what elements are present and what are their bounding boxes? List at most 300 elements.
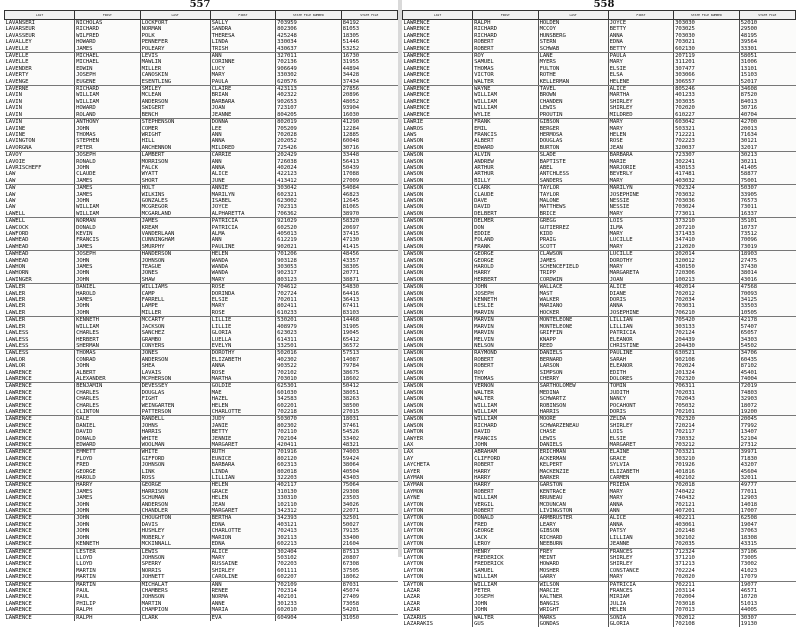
groom-last-cell: LAYTON: [403, 528, 473, 534]
bride-first-cell: ANNIE: [210, 185, 276, 192]
state-file-cell: 20045: [739, 416, 795, 423]
file-number-cell: 702223: [674, 138, 740, 144]
groom-last-cell: LAWRENCE: [5, 614, 75, 621]
bride-first-cell: MARY: [210, 72, 276, 78]
bride-first-cell: NESSIE: [608, 198, 674, 204]
groom-first-cell: HARRY: [473, 475, 539, 482]
groom-last-cell: LAWRENCE: [5, 588, 75, 594]
state-file-cell: 23503: [341, 495, 397, 501]
bride-first-cell: JUDY: [210, 416, 276, 423]
bride-first-cell: MARILYN: [210, 192, 276, 198]
bride-last-cell: DEVESSEY: [140, 383, 210, 390]
file-number-cell: 902021: [276, 244, 342, 251]
bride-first-cell: RUTH: [210, 449, 276, 456]
file-number-cell: 705420: [674, 317, 740, 324]
groom-first-cell: WILLIAM: [473, 495, 539, 501]
groom-last-cell: LAVRISCHEFF: [5, 165, 75, 171]
state-file-cell: 29308: [341, 489, 397, 495]
groom-last-cell: LAWRENCE: [5, 442, 75, 449]
bride-last-cell: HILL: [140, 138, 210, 144]
table-row: [403, 475, 796, 482]
file-number-cell: 702136: [276, 59, 342, 65]
file-number-cell: 703036: [674, 198, 740, 204]
bride-first-cell: SHIRLEY: [210, 568, 276, 574]
bride-last-cell: HOLDEN: [538, 20, 608, 27]
bride-last-cell: WOOLMAN: [140, 442, 210, 449]
bride-first-cell: ROSE: [210, 370, 276, 376]
groom-last-cell: LAWSON: [403, 396, 473, 402]
table-row: [5, 317, 398, 324]
file-number-cell: 311201: [674, 59, 740, 65]
bride-last-cell: ANCHENNON: [140, 145, 210, 152]
state-file-cell: 20697: [341, 225, 397, 231]
groom-first-cell: JAMES: [75, 178, 141, 185]
file-number-cell: 802019: [276, 119, 342, 126]
state-file-cell: 58051: [739, 53, 795, 60]
file-number-cell: 701916: [276, 449, 342, 456]
file-number-cell: 602207: [276, 574, 342, 581]
table-row: [5, 383, 398, 390]
groom-first-cell: ANTHONY: [75, 119, 141, 126]
groom-last-cell: LAWSON: [403, 343, 473, 350]
groom-first-cell: SAMUEL: [473, 568, 539, 574]
bride-first-cell: ELSIE: [608, 66, 674, 72]
file-number-cell: 302404: [276, 548, 342, 555]
table-row: [5, 409, 398, 416]
groom-last-cell: LAYTON: [403, 561, 473, 567]
groom-first-cell: JOHN: [75, 528, 141, 534]
bride-last-cell: BROWN: [538, 92, 608, 98]
file-number-cell: 726038: [276, 159, 342, 165]
file-number-cell: 430637: [276, 46, 342, 53]
groom-last-cell: LAWINGER: [5, 277, 75, 284]
table-row: [5, 79, 398, 86]
groom-last-cell: LAWSON: [403, 423, 473, 429]
groom-last-cell: LAWSON: [403, 357, 473, 363]
bride-last-cell: KREAM: [140, 225, 210, 231]
bride-first-cell: SHIRLEY: [608, 423, 674, 429]
bride-first-cell: HAZEL: [210, 396, 276, 402]
state-file-cell: 13407: [739, 429, 795, 435]
file-number-cell: 303035: [674, 99, 740, 105]
groom-first-cell: ANDREW: [473, 159, 539, 165]
groom-first-cell: GEORGE: [473, 528, 539, 534]
groom-first-cell: FOLAND: [473, 237, 539, 243]
bride-last-cell: DOUGLAS: [140, 390, 210, 396]
groom-first-cell: THOMAS: [473, 66, 539, 72]
state-file-cell: 37063: [739, 528, 795, 534]
groom-last-cell: LAWRENCE: [5, 449, 75, 456]
file-number-cell: 102110: [276, 502, 342, 508]
groom-first-cell: NORMAN: [75, 218, 141, 225]
bride-first-cell: WANDA: [210, 264, 276, 270]
groom-last-cell: LAVARSEUR: [5, 26, 75, 32]
groom-first-cell: FRANK: [473, 244, 539, 251]
groom-first-cell: SHERMAN: [75, 343, 141, 350]
state-file-cell: 39971: [739, 449, 795, 456]
bride-last-cell: MILLER: [140, 66, 210, 72]
bride-first-cell: SONIA: [608, 614, 674, 621]
bride-last-cell: MCKINNALL: [140, 541, 210, 548]
state-file-cell: 45604: [739, 469, 795, 475]
bride-last-cell: LOCKFORT: [140, 20, 210, 27]
file-number-cell: 702314: [276, 588, 342, 594]
bride-first-cell: MARTHA: [210, 376, 276, 383]
groom-first-cell: ABRAHAM: [473, 449, 539, 456]
groom-first-cell: ALBERT: [75, 370, 141, 376]
groom-first-cell: JOHN: [75, 303, 141, 309]
groom-first-cell: GEORGE: [473, 251, 539, 258]
file-number-cell: 332501: [276, 343, 342, 350]
bride-first-cell: JEANNE: [210, 112, 276, 119]
table-row: [403, 515, 796, 522]
bride-first-cell: HELEN: [608, 132, 674, 138]
groom-first-cell: JAMES: [75, 297, 141, 303]
groom-first-cell: FRANCIS: [473, 436, 539, 442]
bride-first-cell: LILLIAN: [210, 475, 276, 482]
file-number-cell: 802306: [276, 26, 342, 32]
header-bride-first: FIRST: [608, 11, 674, 20]
file-number-cell: 702024: [674, 363, 740, 369]
state-file-cell: 43016: [739, 277, 795, 284]
groom-first-cell: WILLIAM: [75, 99, 141, 105]
bride-first-cell: LILLIAN: [608, 317, 674, 324]
groom-first-cell: NICHOLAS: [75, 20, 141, 27]
groom-last-cell: LAZAR: [403, 588, 473, 594]
state-file-cell: 32011: [739, 475, 795, 482]
bride-last-cell: CORDWIN: [538, 277, 608, 284]
bride-first-cell: SHIRLEY: [608, 555, 674, 561]
bride-first-cell: JOSEPHINE: [608, 310, 674, 317]
header-groom-last: LAST: [403, 11, 473, 20]
bride-first-cell: DORIS: [608, 297, 674, 303]
bride-first-cell: SYLVIA: [608, 462, 674, 468]
file-number-cell: 702211: [674, 581, 740, 588]
groom-first-cell: CHARLES: [75, 403, 141, 409]
state-file-cell: 52104: [739, 436, 795, 442]
file-number-cell: 330310: [276, 495, 342, 501]
bride-last-cell: KIDD: [538, 231, 608, 237]
file-number-cell: 100213: [674, 277, 740, 284]
file-number-cell: 712221: [674, 132, 740, 138]
bride-last-cell: GARRY: [538, 574, 608, 581]
state-file-cell: 37461: [341, 423, 397, 429]
state-file-cell: 48456: [341, 251, 397, 258]
groom-last-cell: LAWCOCK: [5, 225, 75, 231]
file-number-cell: 720214: [674, 423, 740, 429]
groom-first-cell: JOHN: [473, 607, 539, 614]
groom-first-cell: FRANCIS: [75, 237, 141, 243]
bride-first-cell: JANIE: [210, 423, 276, 429]
state-file-cell: 34428: [341, 72, 397, 78]
file-number-cell: 720306: [674, 270, 740, 276]
groom-first-cell: ROLAND: [75, 112, 141, 119]
table-row: [5, 46, 398, 53]
state-file-cell: 48052: [341, 99, 397, 105]
state-file-cell: 30307: [739, 614, 795, 621]
bride-last-cell: GRAMBO: [140, 337, 210, 343]
groom-first-cell: ROBERT: [473, 489, 539, 495]
groom-last-cell: LAYTON: [403, 568, 473, 574]
groom-last-cell: LAW: [5, 171, 75, 177]
bride-last-cell: TAYLOR: [538, 192, 608, 198]
file-number-cell: 702724: [276, 291, 342, 297]
groom-last-cell: LAWRENCE: [5, 574, 75, 581]
groom-first-cell: PAUL: [75, 588, 141, 594]
file-number-cell: 310130: [276, 489, 342, 495]
groom-last-cell: LAWSON: [403, 244, 473, 251]
groom-last-cell: LAWSON: [403, 297, 473, 303]
table-row: [5, 20, 398, 27]
file-number-cell: 302102: [674, 535, 740, 541]
bride-first-cell: LUCILLE: [608, 237, 674, 243]
state-file-cell: 33503: [739, 303, 795, 309]
bride-first-cell: ZELDA: [608, 416, 674, 423]
groom-first-cell: RALPH: [473, 20, 539, 27]
bride-first-cell: ELIZABETH: [210, 357, 276, 363]
groom-first-cell: HARRY: [473, 469, 539, 475]
groom-last-cell: LAWLER: [5, 284, 75, 291]
groom-first-cell: ALEXANDER: [75, 376, 141, 383]
groom-first-cell: JAMES: [75, 264, 141, 270]
bride-first-cell: MARIA: [210, 607, 276, 614]
state-file-cell: 65057: [739, 330, 795, 336]
state-file-cell: 43315: [739, 541, 795, 548]
bride-last-cell: BARKER: [538, 475, 608, 482]
bride-first-cell: BETTY: [608, 46, 674, 53]
state-file-cell: 83103: [341, 310, 397, 317]
file-number-cell: 702224: [674, 568, 740, 574]
state-file-cell: 27009: [341, 178, 397, 185]
bride-first-cell: ELAINE: [608, 449, 674, 456]
groom-last-cell: LAWSON: [403, 270, 473, 276]
state-file-cell: 31955: [341, 59, 397, 65]
bride-first-cell: ROSE: [210, 284, 276, 291]
file-number-cell: 330302: [276, 72, 342, 78]
state-file-cell: 76573: [739, 198, 795, 204]
file-number-cell: 342393: [276, 515, 342, 522]
bride-first-cell: DIANE: [608, 291, 674, 297]
groom-first-cell: FRANK: [473, 119, 539, 126]
bride-first-cell: EVELYN: [210, 343, 276, 350]
bride-first-cell: MARGARET: [608, 442, 674, 449]
file-number-cell: 712324: [674, 548, 740, 555]
file-number-cell: 610233: [276, 310, 342, 317]
bride-first-cell: POCAHONT: [608, 403, 674, 409]
groom-last-cell: LAWLOR: [5, 363, 75, 369]
state-file-cell: 19130: [739, 621, 795, 627]
groom-first-cell: LEROY: [473, 541, 539, 548]
table-row: [403, 178, 796, 185]
file-number-cell: 204430: [674, 343, 740, 350]
bride-last-cell: GONZALES: [140, 198, 210, 204]
file-number-cell: 702124: [674, 330, 740, 336]
state-file-cell: 16730: [341, 53, 397, 60]
bride-last-cell: JONES: [140, 350, 210, 357]
bride-first-cell: ISABEL: [210, 198, 276, 204]
bride-last-cell: SCHUMAN: [140, 495, 210, 501]
bride-last-cell: PRAIG: [538, 237, 608, 243]
groom-last-cell: LAWSON: [403, 390, 473, 396]
file-number-cell: 702413: [276, 528, 342, 534]
state-file-cell: 50412: [341, 383, 397, 390]
file-number-cell: 430153: [674, 165, 740, 171]
bride-first-cell: MARTHA: [608, 92, 674, 98]
groom-first-cell: CLIFFORD: [473, 456, 539, 462]
table-row: [403, 251, 796, 258]
state-file-cell: 38064: [341, 462, 397, 468]
state-file-cell: 38051: [341, 390, 397, 396]
header-state-file: STATE FILE: [739, 11, 795, 20]
groom-last-cell: LAWRENCE: [5, 409, 75, 416]
bride-first-cell: LILLIE: [210, 317, 276, 324]
header-file-number: STATE FILE NUMBER: [674, 11, 740, 20]
groom-last-cell: LAWHON: [5, 264, 75, 270]
state-file-cell: 38675: [341, 370, 397, 376]
bride-first-cell: HELENE: [608, 79, 674, 86]
groom-last-cell: LAW: [5, 198, 75, 204]
bride-first-cell: ROSE: [608, 138, 674, 144]
bride-last-cell: GIBSON: [538, 119, 608, 126]
groom-first-cell: DONALD: [75, 436, 141, 442]
file-number-cell: 706311: [674, 383, 740, 390]
groom-last-cell: LAWRENCE: [403, 112, 473, 119]
groom-last-cell: LAW: [5, 204, 75, 210]
groom-last-cell: LAWRENCE: [5, 508, 75, 515]
groom-last-cell: LAWRENCE: [403, 33, 473, 39]
groom-last-cell: LAYTON: [403, 548, 473, 555]
bride-last-cell: JAMES: [538, 258, 608, 264]
groom-first-cell: GEORGE: [75, 469, 141, 475]
table-row: [403, 614, 796, 621]
bride-last-cell: MOORE: [538, 416, 608, 423]
groom-last-cell: LAY: [403, 456, 473, 462]
state-file-cell: 59424: [341, 456, 397, 462]
file-number-cell: 207119: [674, 53, 740, 60]
file-number-cell: 614311: [276, 337, 342, 343]
bride-first-cell: ELIZABETH: [608, 469, 674, 475]
groom-last-cell: LAWLESS: [5, 350, 75, 357]
state-file-cell: 37415: [341, 231, 397, 237]
bride-first-cell: MARY: [608, 264, 674, 270]
groom-first-cell: MICHAEL: [75, 53, 141, 60]
bride-last-cell: GONDAS: [538, 621, 608, 627]
file-number-cell: 703032: [674, 192, 740, 198]
groom-last-cell: LAWSON: [403, 211, 473, 218]
state-file-cell: 52010: [739, 20, 795, 27]
groom-last-cell: LAZARUS: [403, 614, 473, 621]
file-number-cell: 906649: [276, 66, 342, 72]
groom-last-cell: LAWRENCE: [5, 383, 75, 390]
groom-first-cell: JACK: [473, 535, 539, 541]
groom-last-cell: LAYMON: [403, 489, 473, 495]
bride-last-cell: BERNARD: [538, 357, 608, 363]
state-file-cell: 18305: [341, 33, 397, 39]
state-file-cell: 30213: [739, 152, 795, 159]
bride-last-cell: KELPERT: [538, 462, 608, 468]
bride-last-cell: SCHWARZENEAU: [538, 423, 608, 429]
groom-last-cell: LAWSON: [403, 192, 473, 198]
groom-last-cell: LAYTON: [403, 555, 473, 561]
bride-first-cell: EDNA: [210, 522, 276, 528]
bride-first-cell: HELEN: [210, 251, 276, 258]
table-row: [5, 119, 398, 126]
groom-first-cell: RICHARD: [75, 26, 141, 32]
file-number-cell: 602201: [276, 403, 342, 409]
groom-first-cell: VICTOR: [473, 72, 539, 78]
state-file-cell: 40504: [341, 469, 397, 475]
bride-last-cell: FIGHT: [140, 396, 210, 402]
groom-first-cell: DELBERT: [473, 211, 539, 218]
table-row: [5, 178, 398, 185]
groom-first-cell: ROBERT: [473, 357, 539, 363]
state-file-cell: 57407: [739, 324, 795, 330]
bride-last-cell: CUNNINGHAM: [140, 237, 210, 243]
groom-last-cell: LAVENGE: [5, 79, 75, 86]
groom-first-cell: WILLIAM: [75, 211, 141, 218]
bride-last-cell: FARRELL: [140, 297, 210, 303]
file-number-cell: 903128: [276, 258, 342, 264]
bride-last-cell: MARIANO: [538, 303, 608, 309]
groom-first-cell: THOMAS: [75, 132, 141, 138]
groom-first-cell: JOHN: [75, 515, 141, 522]
table-row: [403, 112, 796, 119]
bride-last-cell: LAMPE: [140, 303, 210, 309]
bride-last-cell: SMILEY: [140, 86, 210, 93]
groom-first-cell: KENNETH: [75, 541, 141, 548]
groom-first-cell: HENRY: [473, 548, 539, 555]
groom-last-cell: LAYTON: [403, 522, 473, 528]
file-number-cell: 403032: [674, 178, 740, 185]
groom-last-cell: LAWRENCE: [5, 423, 75, 429]
groom-first-cell: HERBERT: [75, 337, 141, 343]
header-bride-first: FIRST: [210, 11, 276, 20]
groom-last-cell: LAWLER: [5, 324, 75, 330]
state-file-cell: 12903: [739, 495, 795, 501]
bride-first-cell: LINDA: [210, 39, 276, 45]
table-row: [5, 376, 398, 383]
bride-last-cell: GIBSON: [538, 528, 608, 534]
file-number-cell: 322203: [276, 475, 342, 482]
groom-last-cell: LAWRENCE: [5, 416, 75, 423]
table-row: [5, 251, 398, 258]
groom-last-cell: LAWRENCE: [5, 482, 75, 489]
state-file-cell: 64416: [341, 291, 397, 297]
bride-first-cell: NANCY: [608, 396, 674, 402]
bride-first-cell: GOLDIE: [210, 383, 276, 390]
file-number-cell: 740422: [674, 489, 740, 495]
state-file-cell: 17079: [739, 574, 795, 581]
groom-last-cell: LAYER: [403, 469, 473, 475]
file-number-cell: 703321: [674, 449, 740, 456]
table-header-row: [403, 11, 796, 20]
header-groom-first: FIRST: [75, 11, 141, 20]
bride-first-cell: PATRICIA: [608, 330, 674, 336]
state-file-cell: 87520: [739, 92, 795, 98]
bride-first-cell: ELEANOR: [608, 363, 674, 369]
state-file-cell: 73058: [341, 601, 397, 607]
file-number-cell: 802302: [276, 423, 342, 429]
groom-last-cell: LAWSON: [403, 264, 473, 270]
state-file-cell: 38871: [341, 277, 397, 284]
groom-first-cell: HARRY: [75, 482, 141, 489]
groom-last-cell: LAWRENCE: [403, 46, 473, 53]
groom-first-cell: ARTHUR: [473, 171, 539, 177]
groom-first-cell: JOHN: [75, 270, 141, 276]
table-row: [5, 218, 398, 225]
bride-first-cell: EDITH: [608, 370, 674, 376]
bride-first-cell: ANN: [210, 159, 276, 165]
